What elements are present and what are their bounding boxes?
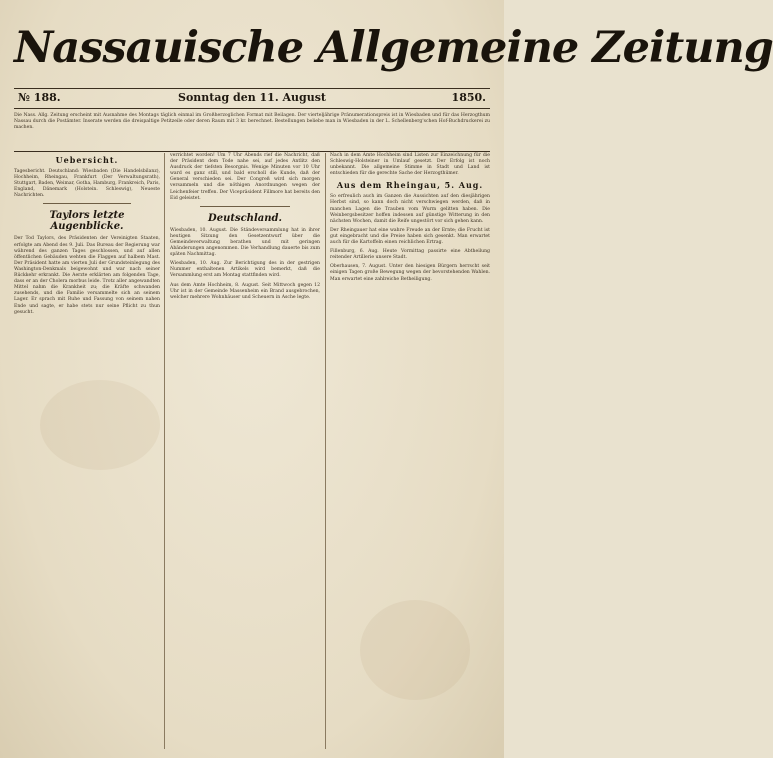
feature-text: Der Tod Taylors, des Präsidenten der Vereinigten Staaten, erfolgte am Abend des 9. Juli. Das Bureau der Regierung war während des ganzen Tages geschlossen, und auf allen öffentlichen Gebäuden wehten die Flaggen auf halbem Mast. Der Präsident hatte am vierten Juli der Grundsteinlegung des Washington-Denkmals beigewohnt und war nach seiner Rückkehr erkrankt. Die Aerzte erklärten am folgenden Tage, dass er an der Cholera morbus leide. Trotz aller angewandten Mittel nahm die Krankheit zu; die Kräfte schwanden zusehends, und die Familie versammelte sich an seinem Lager. Er sprach mit Ruhe und Fassung von seinem nahen Ende und sagte, er habe stets nur seine Pflicht zu thun gesucht. [14,236,160,315]
news-item: Aus dem Amte Hochheim, 8. August. Seit Mittwoch gegen 12 Uhr ist in der Gemeinde Massenheim ein Brand ausgebrochen, welcher mehrere Wohnhäuser und Scheuern in Asche legte. [170,282,320,300]
issue-number: № 188. [18,91,61,104]
section-rule [43,203,131,204]
overview-heading: Uebersicht. [55,155,119,165]
germany-heading: Deutschland. [208,212,282,224]
news-item: Fillenburg, 6. Aug. Heute Vormittag passirte eine Abtheilung reitender Artillerie unsere Stadt. [330,249,490,261]
masthead-title: Nassauische Allgemeine Zeitung [14,23,773,73]
feature-heading: Taylors letzte Augenblicke. [49,210,125,233]
news-item: Oberhausen, 7. August. Unter den hiesigen Bürgern herrscht seit einigen Tagen große Bewegung wegen der bevorstehenden Wahlen. Man erwartet eine zahlreiche Betheiligung. [330,264,490,282]
column-divider [325,153,326,749]
subscription-notice: Die Nass. Allg. Zeitung erscheint mit Ausnahme des Montags täglich einmal im Großherzoglichen Format mit Beilagen. Der vierteljährige Pränumerationspreis ist in Wiesbaden und für das Herzogthum Nassau durch die Postämter. Inserate werden die dreispaltige Petitzeile oder deren Raum mit 3 kr. berechnet. Bestellungen beliebe man in Wiesbaden in der L. Schellenberg'schen Hof-Buchdruckerei zu machen. [14,113,490,130]
dateline-rule [14,108,490,109]
overview-text: Tagesbericht. Deutschland: Wiesbaden (Die Handelsbilanz), Hochheim, Rheingau, Frankfurt (Der Verwaltungsrath), Stuttgart, Baden, Weimar, Gotha, Hamburg, Frankreich, Paris, England, Dänemark (Holstein. Schleswig), Neueste Nachrichten. [14,169,160,199]
news-item: Wiesbaden, 10. August. Die Ständeversammlung hat in ihrer heutigen Sitzung den Gesetzentwurf über die Gemeindeverwaltung berathen und mit geringen Abänderungen angenommen. Die Verhandlung dauerte bis zum späten Nachmittag. [170,227,320,258]
issue-date: Sonntag den 11. August [178,91,326,104]
notice-rule [14,151,490,152]
column-2-lead-text: verrichtet worden! Um 7 Uhr Abends rief die Nachricht, daß der Präsident dem Tode nahe sei, auf jedes Antlitz den Ausdruck der tiefsten Besorgnis. Wenige Minuten vor 10 Uhr ward es ganz still, und bald erscholl die Kunde, daß der General verschieden sei. Der Congreß wird sich morgen versammeln und die nöthigen Anordnungen wegen der Leichenfeier treffen. Der Vicepräsident Fillmore hat bereits den Eid geleistet. [170,153,320,201]
rheingau-heading: Aus dem Rheingau, 5. Aug. [336,180,484,191]
news-item: Wiesbaden, 10. Aug. Zur Berichtigung des in der gestrigen Nummer enthaltenen Artikels wird bemerkt, daß die Versammlung erst am Montag stattfinden wird. [170,261,320,279]
column-3-lead-text: Nach in dem Amte Hochheim sind Listen zur Einzeichnung für die Schleswig-Holsteiner in Umlauf gesetzt. Der Erfolg ist noch unbekannt. Die allgemeine Stimme in Stadt und Land ist entschieden für die gerechte Sache der Herzogthümer. [330,153,490,177]
column-2 [170,153,320,749]
issue-year: 1850. [451,91,486,104]
column-1 [14,153,160,749]
top-rule [14,88,490,89]
section-rule [200,206,290,207]
news-item: Der Rheingauer hat eine wahre Freude an der Ernte; die Frucht ist gut eingebracht und die Preise haben sich gesenkt. Man erwartet auch für die Kartoffeln einen reichlichen Ertrag. [330,227,490,246]
news-item: So erfreulich auch im Ganzen die Aussichten auf den diesjährigen Herbst sind, so kann doch nicht verschwiegen werden, daß in manchen Lagen die Trauben vom Wurm gelitten haben. Die Weinbergsbesitzer hoffen indessen auf günstige Witterung in den nächsten Wochen, damit die Reife ungestört vor sich gehen kann. [330,194,490,224]
column-3 [330,153,490,749]
dateline [14,91,490,107]
column-divider [164,153,165,749]
